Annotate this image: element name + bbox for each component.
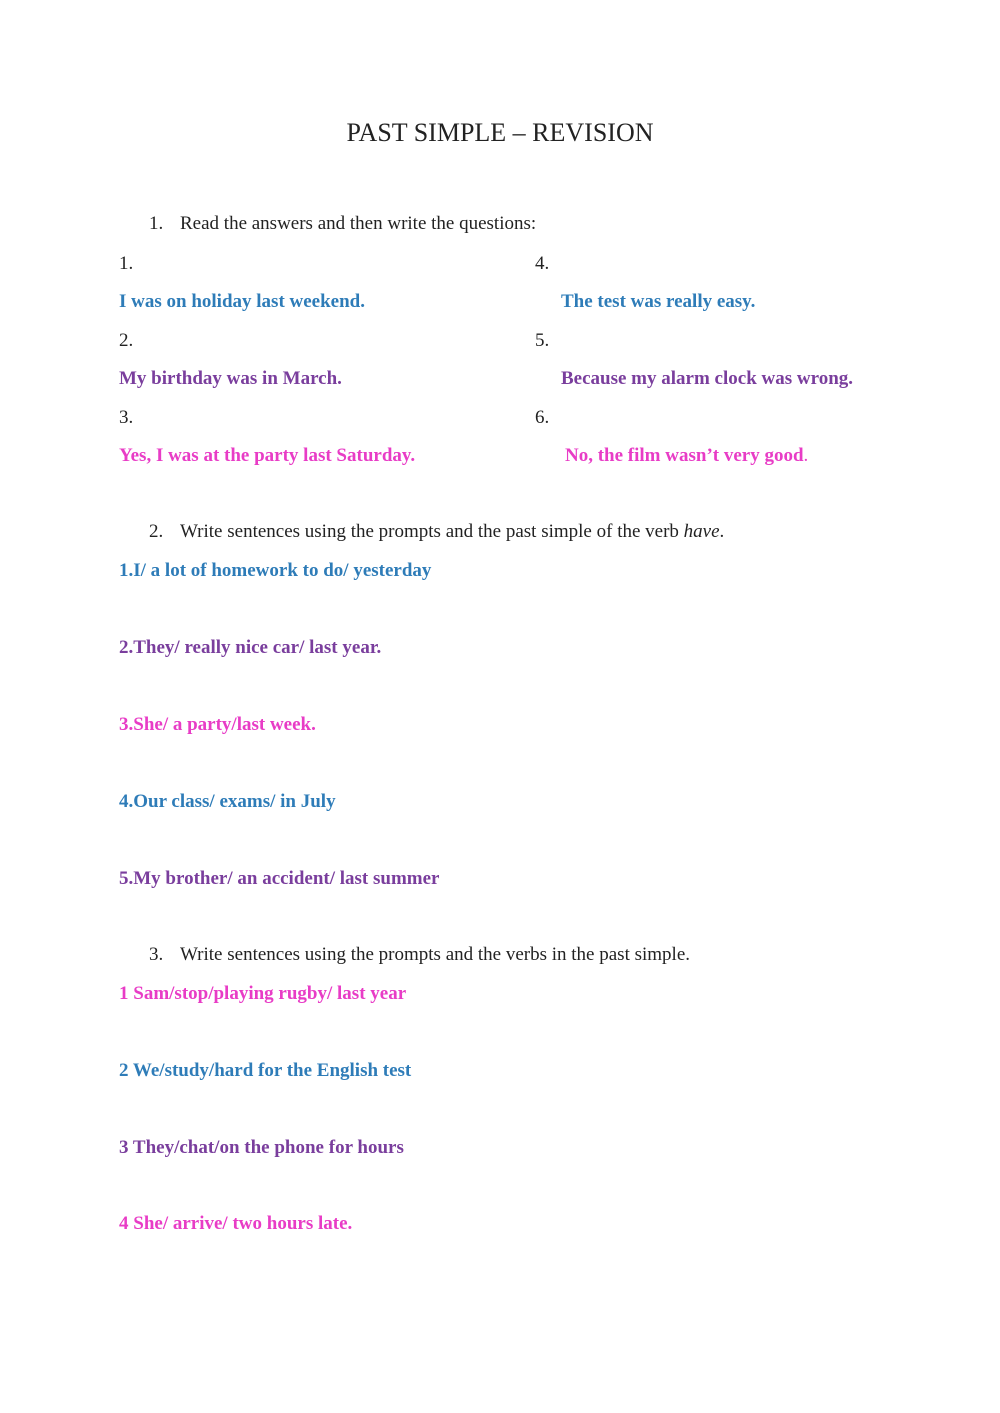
ex1-item-1-answer: I was on holiday last weekend. [119, 291, 365, 312]
ex2-prompt-4: 4.Our class/ exams/ in July [119, 791, 336, 812]
ex1-item-5-answer: Because my alarm clock was wrong. [561, 368, 854, 389]
ex1-item-3-answer: Yes, I was at the party last Saturday. [119, 445, 416, 466]
ex1-item-6-trailing-period: . [803, 445, 809, 466]
exercise-2-instruction-verb: have [683, 521, 720, 542]
page-title: PAST SIMPLE – REVISION [346, 118, 654, 147]
exercise-1-instruction: Read the answers and then write the questions: [180, 213, 537, 234]
exercise-3-number: 3. [149, 944, 164, 965]
exercise-2-instruction-period: . [719, 521, 725, 542]
ex3-prompt-4: 4 She/ arrive/ two hours late. [119, 1213, 353, 1234]
ex3-prompt-2: 2 We/study/hard for the English test [119, 1060, 412, 1081]
exercise-3-instruction: Write sentences using the prompts and the verbs in the past simple. [180, 944, 691, 965]
ex2-prompt-5: 5.My brother/ an accident/ last summer [119, 868, 440, 889]
ex1-item-3-number: 3. [119, 407, 134, 428]
exercise-2-instruction-text: Write sentences using the prompts and the past simple of the verb [180, 521, 684, 542]
ex1-item-2-answer: My birthday was in March. [119, 368, 342, 389]
ex1-item-2-number: 2. [119, 330, 134, 351]
ex3-prompt-3: 3 They/chat/on the phone for hours [119, 1137, 404, 1158]
ex1-item-6-answer [565, 445, 808, 467]
exercise-1-number: 1. [149, 213, 164, 234]
ex1-item-4-answer: The test was really easy. [561, 291, 756, 312]
ex2-prompt-1: 1.I/ a lot of homework to do/ yesterday [119, 560, 432, 581]
ex1-item-4-number: 4. [535, 253, 550, 274]
exercise-2-instruction [180, 521, 724, 543]
ex1-item-5-number: 5. [535, 330, 550, 351]
ex3-prompt-1: 1 Sam/stop/playing rugby/ last year [119, 983, 407, 1004]
ex2-prompt-3: 3.She/ a party/last week. [119, 714, 316, 735]
exercise-2-number: 2. [149, 521, 164, 542]
ex1-item-1-number: 1. [119, 253, 134, 274]
ex2-prompt-2: 2.They/ really nice car/ last year. [119, 637, 382, 658]
ex1-item-6-number: 6. [535, 407, 550, 428]
ex1-item-6-answer-text: No, the film wasn’t very good [565, 445, 804, 466]
